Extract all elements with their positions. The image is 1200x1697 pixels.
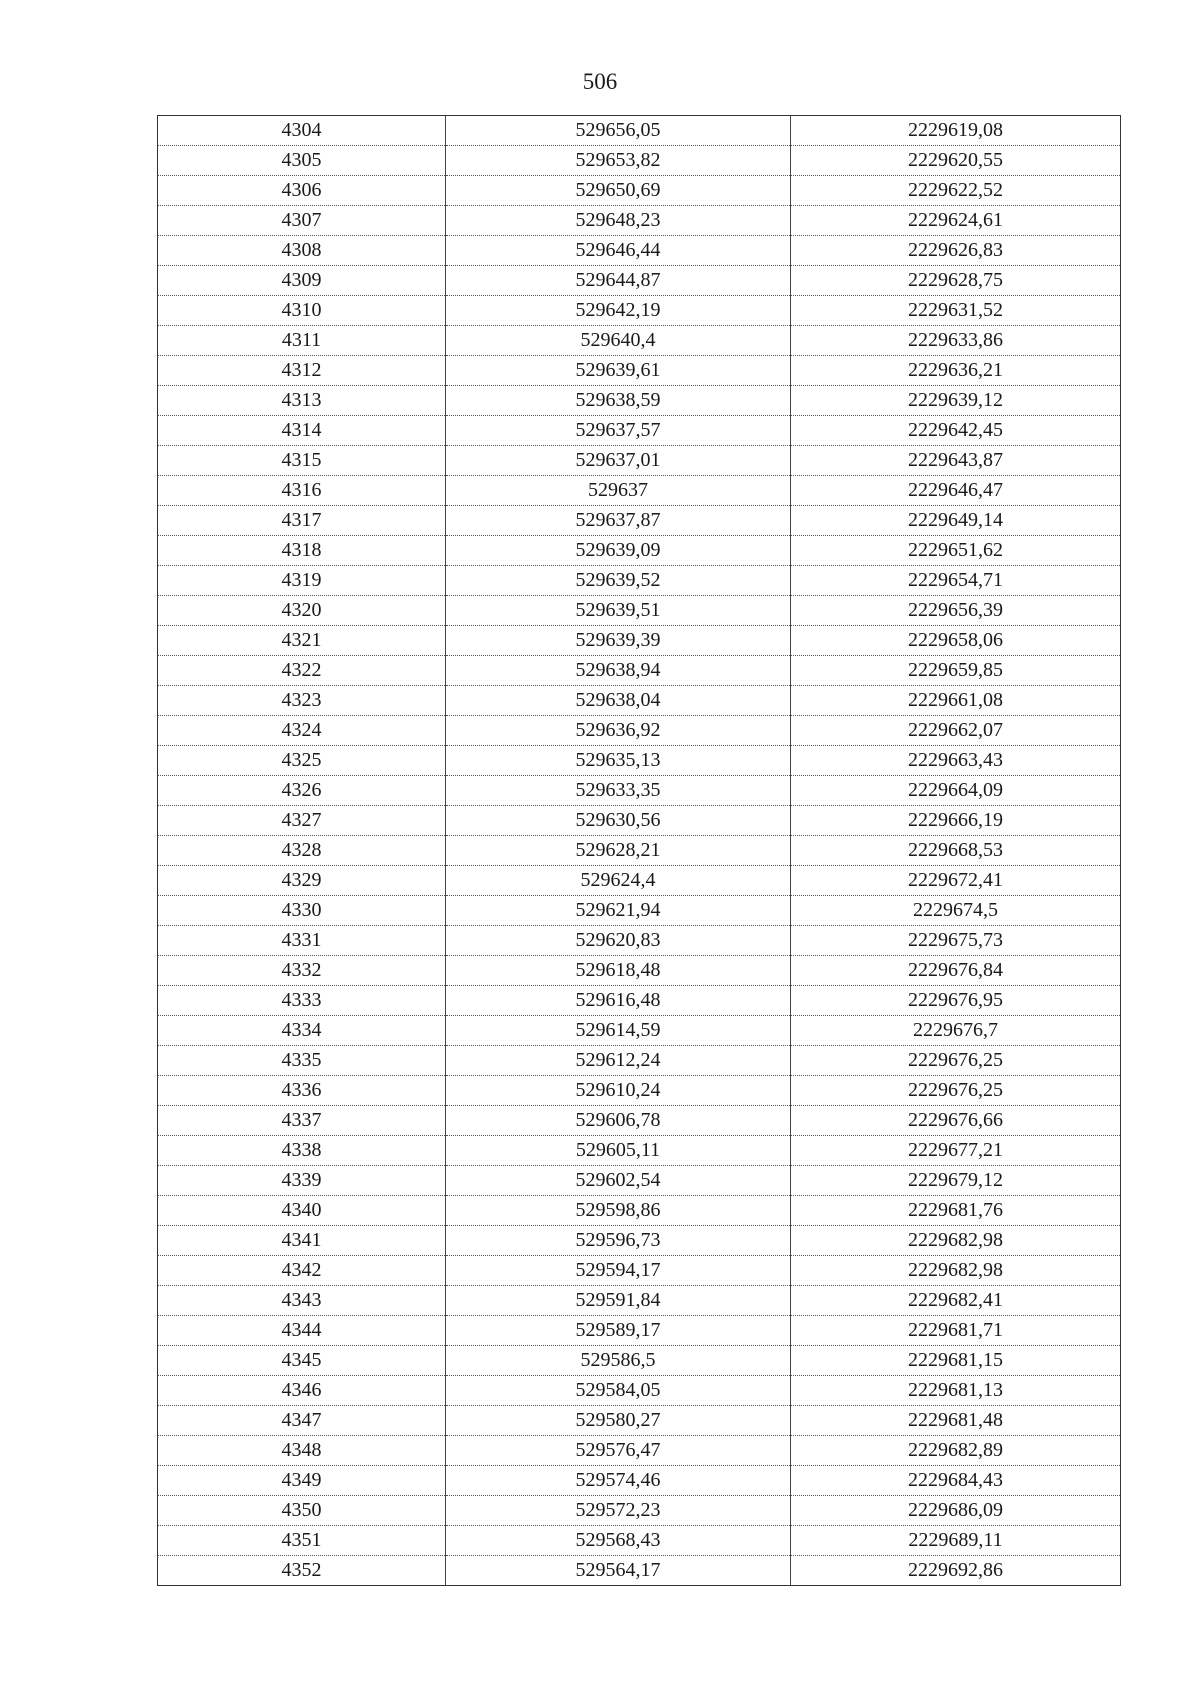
- y-coordinate-cell: 2229692,86: [791, 1556, 1121, 1586]
- y-coordinate-cell: 2229681,13: [791, 1376, 1121, 1406]
- point-number-cell: 4330: [158, 896, 446, 926]
- y-coordinate-cell: 2229682,98: [791, 1256, 1121, 1286]
- point-number-cell: 4309: [158, 266, 446, 296]
- x-coordinate-cell: 529633,35: [446, 776, 791, 806]
- table-row: [158, 566, 1121, 596]
- point-number-cell: 4310: [158, 296, 446, 326]
- point-number-cell: 4345: [158, 1346, 446, 1376]
- point-number-cell: 4324: [158, 716, 446, 746]
- x-coordinate-cell: 529642,19: [446, 296, 791, 326]
- y-coordinate-cell: 2229649,14: [791, 506, 1121, 536]
- y-coordinate-cell: 2229668,53: [791, 836, 1121, 866]
- x-coordinate-cell: 529636,92: [446, 716, 791, 746]
- x-coordinate-cell: 529637,87: [446, 506, 791, 536]
- table-row: [158, 296, 1121, 326]
- y-coordinate-cell: 2229639,12: [791, 386, 1121, 416]
- x-coordinate-cell: 529586,5: [446, 1346, 791, 1376]
- point-number-cell: 4304: [158, 116, 446, 146]
- y-coordinate-cell: 2229646,47: [791, 476, 1121, 506]
- table-row: [158, 1316, 1121, 1346]
- y-coordinate-cell: 2229674,5: [791, 896, 1121, 926]
- table-row: [158, 266, 1121, 296]
- x-coordinate-cell: 529574,46: [446, 1466, 791, 1496]
- point-number-cell: 4308: [158, 236, 446, 266]
- y-coordinate-cell: 2229659,85: [791, 656, 1121, 686]
- y-coordinate-cell: 2229681,48: [791, 1406, 1121, 1436]
- table-row: [158, 446, 1121, 476]
- y-coordinate-cell: 2229658,06: [791, 626, 1121, 656]
- x-coordinate-cell: 529614,59: [446, 1016, 791, 1046]
- table-row: [158, 776, 1121, 806]
- x-coordinate-cell: 529584,05: [446, 1376, 791, 1406]
- x-coordinate-cell: 529639,61: [446, 356, 791, 386]
- y-coordinate-cell: 2229681,15: [791, 1346, 1121, 1376]
- y-coordinate-cell: 2229682,41: [791, 1286, 1121, 1316]
- table-row: [158, 236, 1121, 266]
- point-number-cell: 4348: [158, 1436, 446, 1466]
- point-number-cell: 4319: [158, 566, 446, 596]
- y-coordinate-cell: 2229681,76: [791, 1196, 1121, 1226]
- y-coordinate-cell: 2229663,43: [791, 746, 1121, 776]
- table-row: [158, 746, 1121, 776]
- table-row: [158, 116, 1121, 146]
- y-coordinate-cell: 2229676,66: [791, 1106, 1121, 1136]
- y-coordinate-cell: 2229681,71: [791, 1316, 1121, 1346]
- y-coordinate-cell: 2229682,89: [791, 1436, 1121, 1466]
- x-coordinate-cell: 529568,43: [446, 1526, 791, 1556]
- table-row: [158, 1496, 1121, 1526]
- x-coordinate-cell: 529576,47: [446, 1436, 791, 1466]
- y-coordinate-cell: 2229676,7: [791, 1016, 1121, 1046]
- point-number-cell: 4343: [158, 1286, 446, 1316]
- point-number-cell: 4327: [158, 806, 446, 836]
- y-coordinate-cell: 2229675,73: [791, 926, 1121, 956]
- y-coordinate-cell: 2229661,08: [791, 686, 1121, 716]
- y-coordinate-cell: 2229626,83: [791, 236, 1121, 266]
- point-number-cell: 4305: [158, 146, 446, 176]
- x-coordinate-cell: 529628,21: [446, 836, 791, 866]
- y-coordinate-cell: 2229676,95: [791, 986, 1121, 1016]
- point-number-cell: 4344: [158, 1316, 446, 1346]
- point-number-cell: 4334: [158, 1016, 446, 1046]
- table-row: [158, 1466, 1121, 1496]
- point-number-cell: 4335: [158, 1046, 446, 1076]
- x-coordinate-cell: 529618,48: [446, 956, 791, 986]
- point-number-cell: 4307: [158, 206, 446, 236]
- table-row: [158, 1076, 1121, 1106]
- point-number-cell: 4346: [158, 1376, 446, 1406]
- y-coordinate-cell: 2229676,25: [791, 1046, 1121, 1076]
- x-coordinate-cell: 529637,01: [446, 446, 791, 476]
- x-coordinate-cell: 529621,94: [446, 896, 791, 926]
- table-row: [158, 1346, 1121, 1376]
- x-coordinate-cell: 529594,17: [446, 1256, 791, 1286]
- coordinates-table-body: [158, 116, 1121, 1586]
- table-row: [158, 1136, 1121, 1166]
- table-row: [158, 806, 1121, 836]
- point-number-cell: 4342: [158, 1256, 446, 1286]
- x-coordinate-cell: 529637,57: [446, 416, 791, 446]
- table-row: [158, 1226, 1121, 1256]
- y-coordinate-cell: 2229642,45: [791, 416, 1121, 446]
- point-number-cell: 4351: [158, 1526, 446, 1556]
- point-number-cell: 4337: [158, 1106, 446, 1136]
- y-coordinate-cell: 2229684,43: [791, 1466, 1121, 1496]
- x-coordinate-cell: 529564,17: [446, 1556, 791, 1586]
- point-number-cell: 4318: [158, 536, 446, 566]
- table-row: [158, 1196, 1121, 1226]
- y-coordinate-cell: 2229624,61: [791, 206, 1121, 236]
- table-row: [158, 1256, 1121, 1286]
- table-row: [158, 206, 1121, 236]
- point-number-cell: 4336: [158, 1076, 446, 1106]
- table-row: [158, 386, 1121, 416]
- y-coordinate-cell: 2229631,52: [791, 296, 1121, 326]
- x-coordinate-cell: 529646,44: [446, 236, 791, 266]
- x-coordinate-cell: 529630,56: [446, 806, 791, 836]
- table-row: [158, 1376, 1121, 1406]
- point-number-cell: 4349: [158, 1466, 446, 1496]
- table-row: [158, 1526, 1121, 1556]
- table-row: [158, 626, 1121, 656]
- point-number-cell: 4331: [158, 926, 446, 956]
- y-coordinate-cell: 2229633,86: [791, 326, 1121, 356]
- point-number-cell: 4317: [158, 506, 446, 536]
- y-coordinate-cell: 2229677,21: [791, 1136, 1121, 1166]
- y-coordinate-cell: 2229619,08: [791, 116, 1121, 146]
- table-row: [158, 896, 1121, 926]
- point-number-cell: 4325: [158, 746, 446, 776]
- point-number-cell: 4311: [158, 326, 446, 356]
- point-number-cell: 4322: [158, 656, 446, 686]
- point-number-cell: 4339: [158, 1166, 446, 1196]
- x-coordinate-cell: 529580,27: [446, 1406, 791, 1436]
- x-coordinate-cell: 529638,59: [446, 386, 791, 416]
- x-coordinate-cell: 529610,24: [446, 1076, 791, 1106]
- y-coordinate-cell: 2229620,55: [791, 146, 1121, 176]
- table-row: [158, 1556, 1121, 1586]
- table-row: [158, 686, 1121, 716]
- x-coordinate-cell: 529606,78: [446, 1106, 791, 1136]
- x-coordinate-cell: 529644,87: [446, 266, 791, 296]
- table-row: [158, 1286, 1121, 1316]
- x-coordinate-cell: 529598,86: [446, 1196, 791, 1226]
- x-coordinate-cell: 529616,48: [446, 986, 791, 1016]
- table-row: [158, 326, 1121, 356]
- y-coordinate-cell: 2229664,09: [791, 776, 1121, 806]
- point-number-cell: 4341: [158, 1226, 446, 1256]
- x-coordinate-cell: 529639,51: [446, 596, 791, 626]
- y-coordinate-cell: 2229676,25: [791, 1076, 1121, 1106]
- table-row: [158, 1436, 1121, 1466]
- table-row: [158, 506, 1121, 536]
- point-number-cell: 4313: [158, 386, 446, 416]
- table-row: [158, 866, 1121, 896]
- table-row: [158, 1406, 1121, 1436]
- point-number-cell: 4338: [158, 1136, 446, 1166]
- x-coordinate-cell: 529605,11: [446, 1136, 791, 1166]
- table-row: [158, 1016, 1121, 1046]
- point-number-cell: 4329: [158, 866, 446, 896]
- point-number-cell: 4306: [158, 176, 446, 206]
- x-coordinate-cell: 529612,24: [446, 1046, 791, 1076]
- y-coordinate-cell: 2229686,09: [791, 1496, 1121, 1526]
- point-number-cell: 4314: [158, 416, 446, 446]
- table-row: [158, 836, 1121, 866]
- point-number-cell: 4316: [158, 476, 446, 506]
- y-coordinate-cell: 2229662,07: [791, 716, 1121, 746]
- x-coordinate-cell: 529602,54: [446, 1166, 791, 1196]
- x-coordinate-cell: 529596,73: [446, 1226, 791, 1256]
- x-coordinate-cell: 529635,13: [446, 746, 791, 776]
- table-row: [158, 656, 1121, 686]
- table-row: [158, 926, 1121, 956]
- point-number-cell: 4332: [158, 956, 446, 986]
- page-number: 506: [582, 69, 618, 94]
- table-row: [158, 1046, 1121, 1076]
- y-coordinate-cell: 2229666,19: [791, 806, 1121, 836]
- y-coordinate-cell: 2229689,11: [791, 1526, 1121, 1556]
- point-number-cell: 4312: [158, 356, 446, 386]
- point-number-cell: 4340: [158, 1196, 446, 1226]
- x-coordinate-cell: 529624,4: [446, 866, 791, 896]
- y-coordinate-cell: 2229672,41: [791, 866, 1121, 896]
- x-coordinate-cell: 529639,09: [446, 536, 791, 566]
- x-coordinate-cell: 529639,39: [446, 626, 791, 656]
- x-coordinate-cell: 529638,04: [446, 686, 791, 716]
- y-coordinate-cell: 2229643,87: [791, 446, 1121, 476]
- point-number-cell: 4315: [158, 446, 446, 476]
- point-number-cell: 4321: [158, 626, 446, 656]
- table-row: [158, 986, 1121, 1016]
- table-row: [158, 356, 1121, 386]
- point-number-cell: 4352: [158, 1556, 446, 1586]
- point-number-cell: 4323: [158, 686, 446, 716]
- x-coordinate-cell: 529572,23: [446, 1496, 791, 1526]
- point-number-cell: 4347: [158, 1406, 446, 1436]
- table-row: [158, 476, 1121, 506]
- x-coordinate-cell: 529591,84: [446, 1286, 791, 1316]
- x-coordinate-cell: 529653,82: [446, 146, 791, 176]
- x-coordinate-cell: 529637: [446, 476, 791, 506]
- x-coordinate-cell: 529656,05: [446, 116, 791, 146]
- y-coordinate-cell: 2229651,62: [791, 536, 1121, 566]
- x-coordinate-cell: 529639,52: [446, 566, 791, 596]
- y-coordinate-cell: 2229628,75: [791, 266, 1121, 296]
- x-coordinate-cell: 529648,23: [446, 206, 791, 236]
- coordinates-table: [157, 115, 1121, 1586]
- y-coordinate-cell: 2229679,12: [791, 1166, 1121, 1196]
- y-coordinate-cell: 2229656,39: [791, 596, 1121, 626]
- x-coordinate-cell: 529638,94: [446, 656, 791, 686]
- table-row: [158, 1166, 1121, 1196]
- point-number-cell: 4333: [158, 986, 446, 1016]
- table-row: [158, 716, 1121, 746]
- x-coordinate-cell: 529589,17: [446, 1316, 791, 1346]
- y-coordinate-cell: 2229622,52: [791, 176, 1121, 206]
- x-coordinate-cell: 529640,4: [446, 326, 791, 356]
- point-number-cell: 4326: [158, 776, 446, 806]
- table-row: [158, 536, 1121, 566]
- y-coordinate-cell: 2229682,98: [791, 1226, 1121, 1256]
- point-number-cell: 4320: [158, 596, 446, 626]
- y-coordinate-cell: 2229676,84: [791, 956, 1121, 986]
- x-coordinate-cell: 529620,83: [446, 926, 791, 956]
- table-row: [158, 596, 1121, 626]
- table-row: [158, 956, 1121, 986]
- table-row: [158, 176, 1121, 206]
- point-number-cell: 4328: [158, 836, 446, 866]
- point-number-cell: 4350: [158, 1496, 446, 1526]
- table-row: [158, 1106, 1121, 1136]
- y-coordinate-cell: 2229654,71: [791, 566, 1121, 596]
- table-row: [158, 416, 1121, 446]
- y-coordinate-cell: 2229636,21: [791, 356, 1121, 386]
- table-row: [158, 146, 1121, 176]
- x-coordinate-cell: 529650,69: [446, 176, 791, 206]
